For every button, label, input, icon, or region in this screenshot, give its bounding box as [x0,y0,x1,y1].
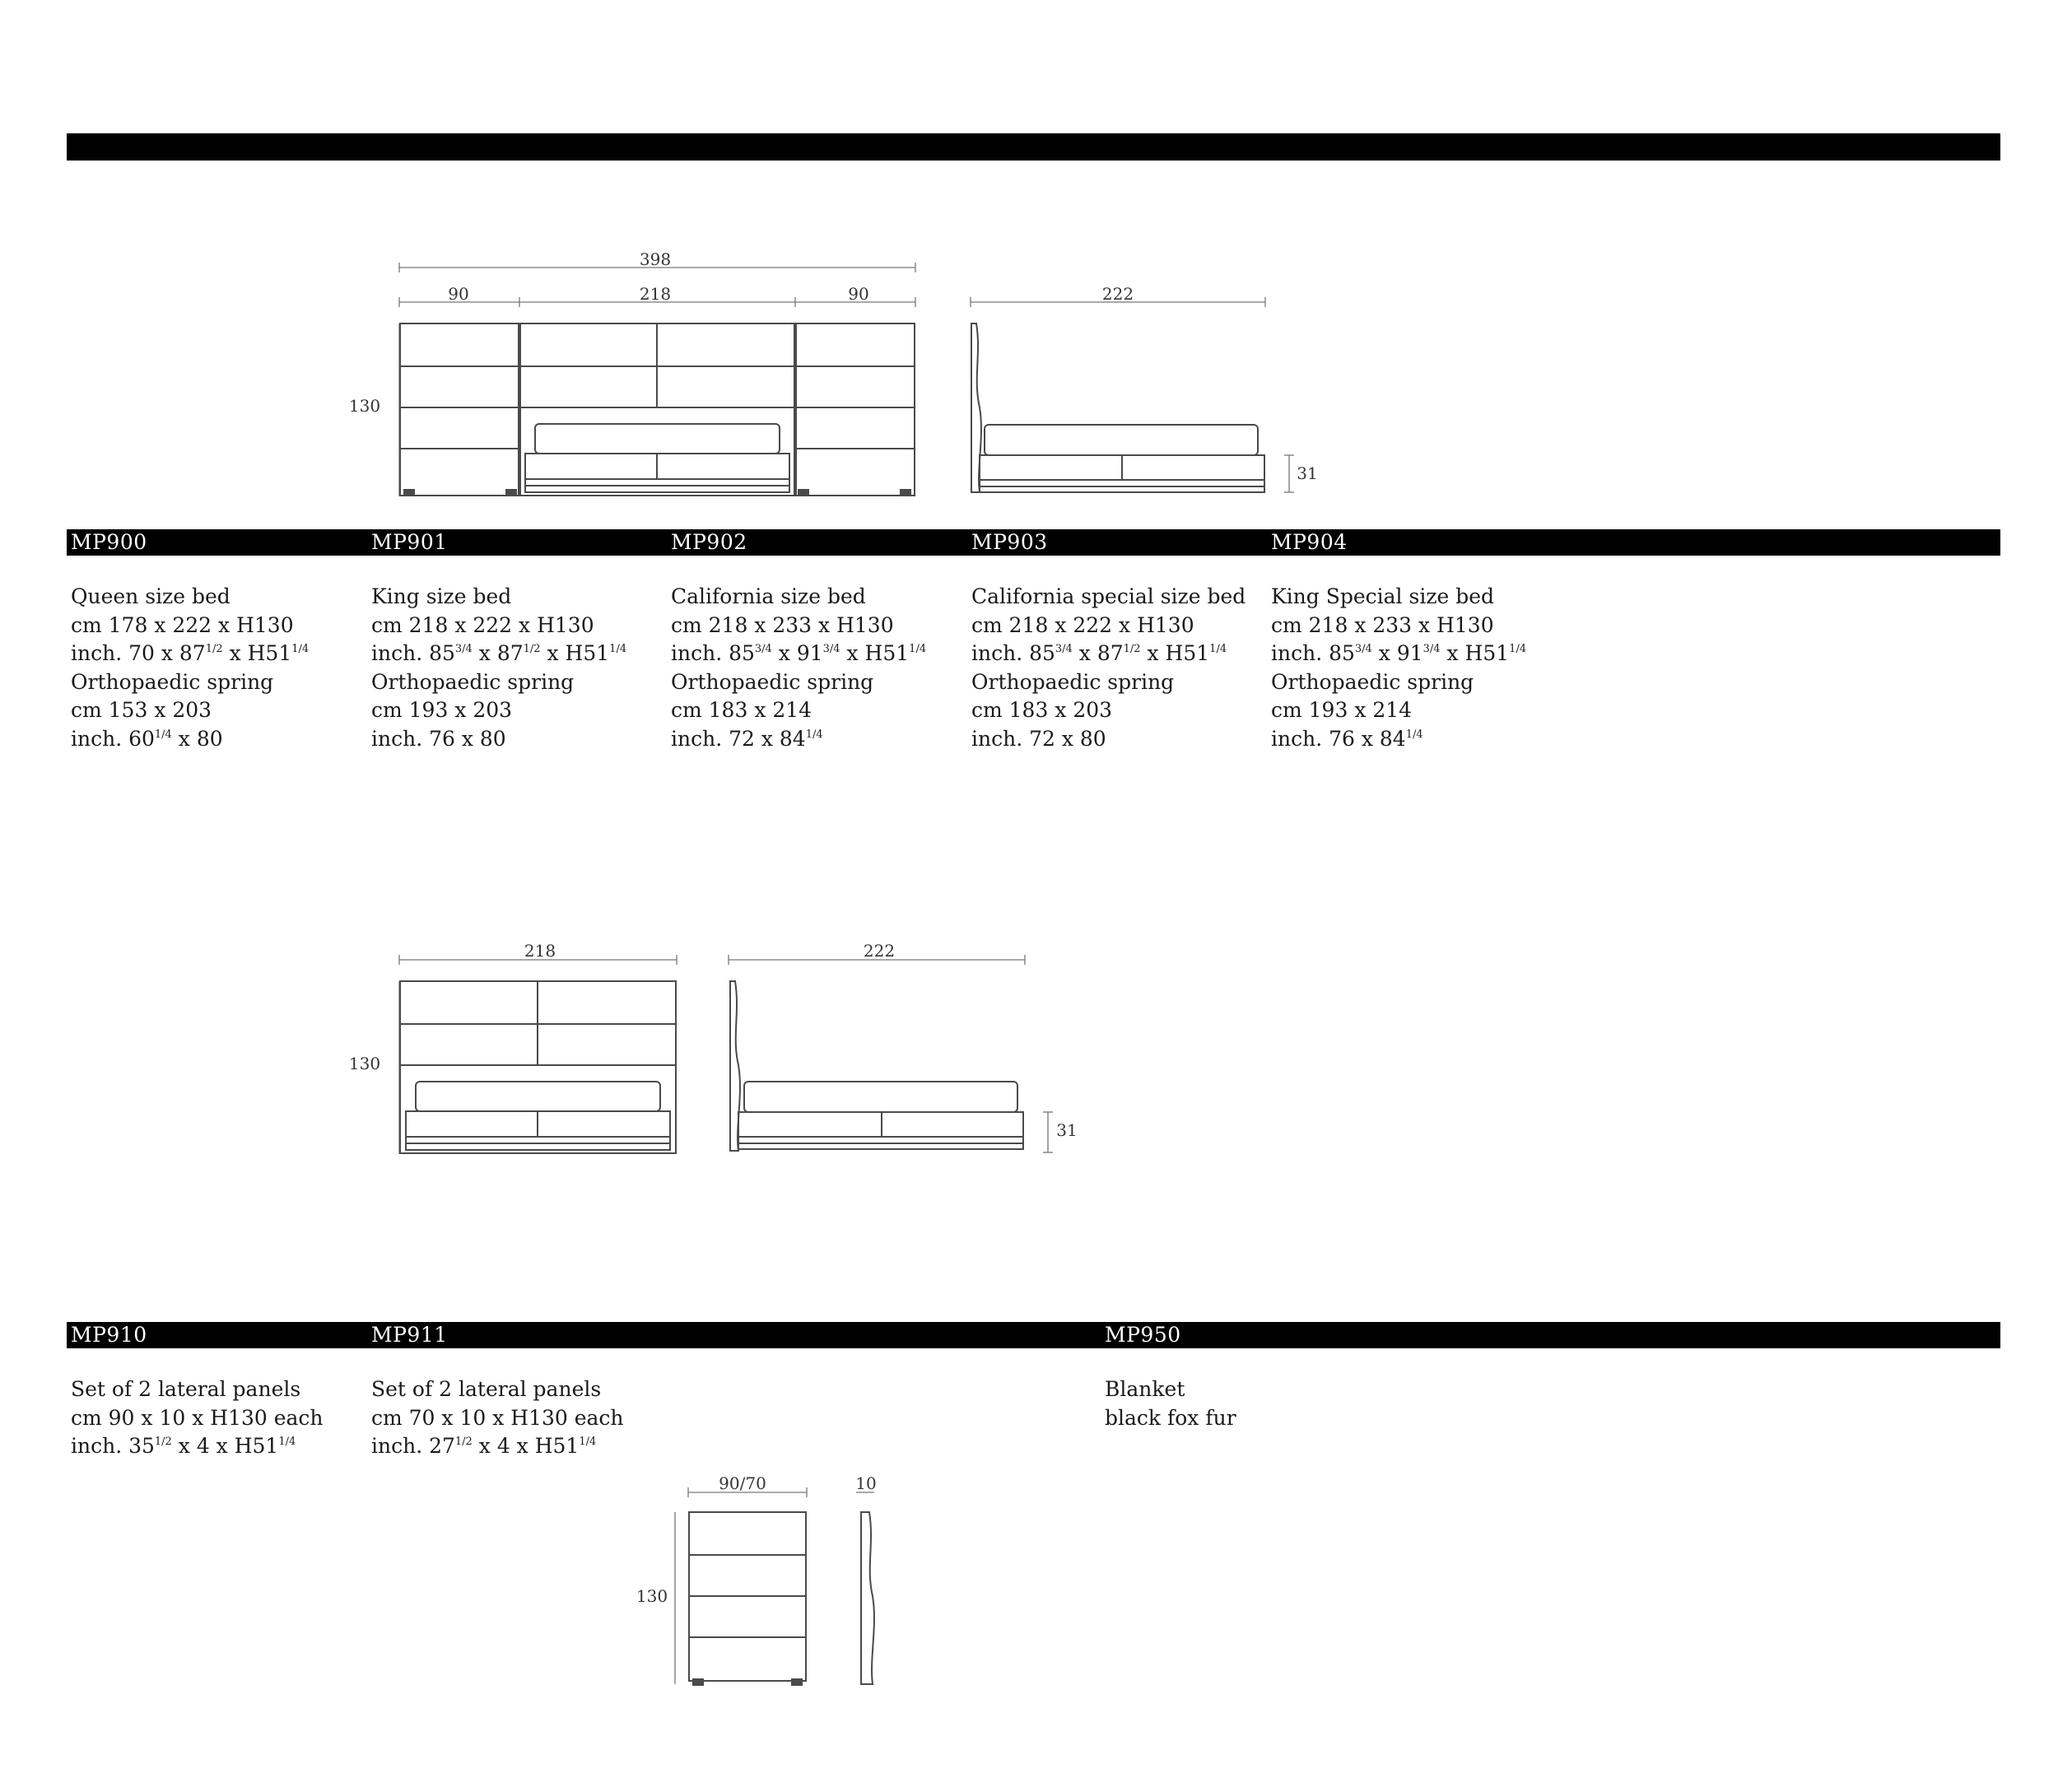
dim-front-height: 130 [348,1054,381,1073]
dim-side-length: 222 [1101,284,1134,304]
spec-spring-cm: cm 193 x 214 [1271,698,1413,722]
code-mp910: MP910 [71,1323,147,1347]
spec-spring-inch: inch. 76 x 80 [371,726,506,751]
spec-title: King size bed [371,584,512,608]
spec-title: Queen size bed [71,584,230,608]
spec-spring-cm: cm 193 x 203 [371,698,513,722]
code-mp903: MP903 [971,530,1048,554]
spec-spring-inch: inch. $60^{1/4}$ x 80 [71,726,223,751]
spec-inch: inch. $85^{3/4}$ x $91^{3/4}$ x $H51^{1/4}$ [671,641,927,665]
spec-title: California special size bed [971,584,1246,608]
dim-side-height-2: 31 [1056,1120,1078,1140]
spec-cm: cm 178 x 222 x H130 [71,612,294,637]
dim-height: 130 [348,396,381,416]
spec-spring-cm: cm 183 x 203 [971,698,1113,722]
spec-inch: inch. $27^{1/2}$ x 4 x $H51^{1/4}$ [371,1434,597,1458]
dim-panel-depth: 10 [855,1473,877,1493]
spec-title: King Special size bed [1271,584,1495,608]
spec-spring-cm: cm 183 x 214 [671,698,812,722]
spec-cm: cm 218 x 233 x H130 [671,612,894,637]
spec-cm: cm 218 x 222 x H130 [971,612,1194,637]
spec-title: Set of 2 lateral panels [371,1377,602,1401]
code-mp950: MP950 [1105,1323,1181,1347]
dim-side-length-2: 222 [863,941,896,961]
spec-inch: inch. $35^{1/2}$ x 4 x $H51^{1/4}$ [71,1434,296,1458]
spec-title: Blanket [1105,1377,1185,1401]
spec-spring: Orthopaedic spring [671,669,874,694]
dim-total: 398 [639,249,672,269]
spec-spring-cm: cm 153 x 203 [71,698,212,722]
spec-spring: Orthopaedic spring [971,669,1175,694]
spec-spring: Orthopaedic spring [1271,669,1474,694]
spec-spring-inch: inch. 76 x $84^{1/4}$ [1271,726,1423,751]
dim-left-panel: 90 [448,284,469,304]
spec-cm: cm 218 x 222 x H130 [371,612,594,637]
code-mp911: MP911 [371,1323,448,1347]
dim-front-width: 218 [524,941,556,961]
spec-cm: cm 90 x 10 x H130 each [71,1405,324,1430]
code-mp900: MP900 [71,530,147,554]
spec-spring: Orthopaedic spring [371,669,575,694]
spec-title: California size bed [671,584,866,608]
dim-right-panel: 90 [848,284,869,304]
code-mp902: MP902 [671,530,747,554]
spec-spring-inch: inch. 72 x $84^{1/4}$ [671,726,823,751]
spec-title: Set of 2 lateral panels [71,1377,301,1401]
spec-cm: cm 70 x 10 x H130 each [371,1405,624,1430]
dim-panel-height: 130 [636,1586,668,1606]
spec-spring: Orthopaedic spring [71,669,274,694]
dim-headboard: 218 [639,284,672,304]
spec-inch: inch. $85^{3/4}$ x $87^{1/2}$ x $H51^{1/4}$ [971,641,1227,665]
spec-inch: inch. $85^{3/4}$ x $91^{3/4}$ x $H51^{1/4}$ [1271,641,1527,665]
code-mp904: MP904 [1271,530,1348,554]
dim-panel-width: 90/70 [719,1473,766,1493]
dim-side-height: 31 [1297,463,1318,483]
spec-inch: inch. $85^{3/4}$ x $87^{1/2}$ x $H51^{1/4}$ [371,641,627,665]
spec-spring-inch: inch. 72 x 80 [971,726,1106,751]
spec-cm: cm 218 x 233 x H130 [1271,612,1494,637]
spec-inch: inch. 70 x $87^{1/2}$ x $H51^{1/4}$ [71,641,310,665]
code-mp901: MP901 [371,530,448,554]
spec-material: black fox fur [1105,1405,1236,1430]
